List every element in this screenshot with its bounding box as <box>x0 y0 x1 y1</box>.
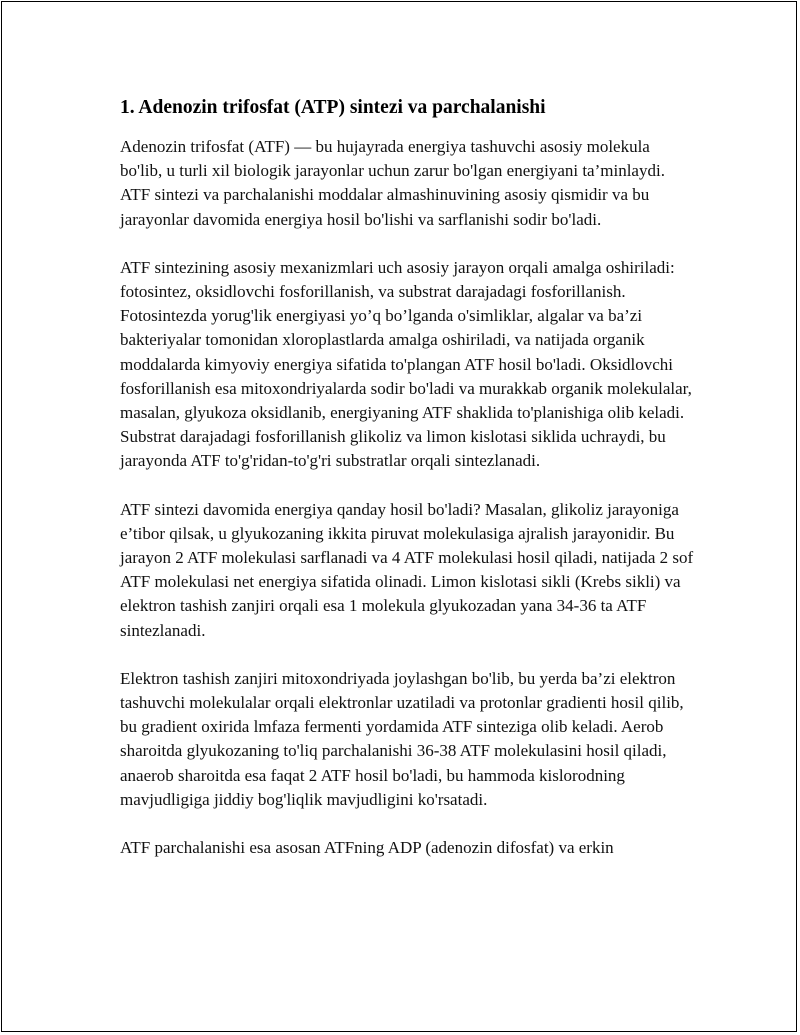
paragraph-atf-breakdown: ATF parchalanishi esa asosan ATFning ADP (adenozin difosfat) va erkin <box>120 838 614 858</box>
paragraph-atf-definition: Adenozin trifosfat (ATF) — bu hujayrada energiya tashuvchi asosiy molekula bo'lib, u turli xil biologik jarayonlar uchun zarur bo'lgan energiyani ta’minlaydi. ATF sintezi va parchalanishi moddalar almashinuvining asosiy qismidir va bu jarayonlar davomida energiya hosil bo'lishi va sarflanishi sodir bo'ladi. <box>120 137 665 229</box>
document-title: 1. Adenozin trifosfat (ATP) sintezi va parchalanishi <box>120 97 546 118</box>
paragraph-glycolysis-energy: ATF sintezi davomida energiya qanday hosil bo'ladi? Masalan, glikoliz jarayoniga e’tibor qilsak, u glyukozaning ikkita piruvat molekulasiga ajralish jarayonidir. Bu jarayon 2 ATF molekulasi sarflanadi va 4 ATF molekulasi hosil qiladi, natijada 2 sof ATF molekulasi net energiya sifatida olinadi. Limon kislotasi sikli (Krebs sikli) va elektron tashish zanjiri orqali esa 1 molekula glyukozadan yana 34-36 ta ATF sintezlanadi. <box>120 499 694 640</box>
page-frame <box>1 1 797 1032</box>
paragraph-atf-synthesis-mechanisms: ATF sintezining asosiy mexanizmlari uch asosiy jarayon orqali amalga oshiriladi: fotosintez, oksidlovchi fosforillanish, va substrat darajadagi fosforillanish. Fotosintezda yorug'lik energiyasi yo’q bo’lganda o'simliklar, algalar va ba’zi bakteriyalar tomonidan xloroplastlarda amalga oshiriladi, va natijada organik moddalarda kimyoviy energiya sifatida to'plangan ATF hosil bo'ladi. Oksidlovchi fosforillanish esa mitoxondriyalarda sodir bo'ladi va murakkab organik molekulalar, masalan, glyukoza oksidlanib, energiyaning ATF shaklida to'planishiga olib keladi. Substrat darajadagi fosforillanish glikoliz va limon kislotasi siklida uchraydi, bu jarayonda ATF to'g'ridan-to'g'ri substratlar orqali sintezlanadi. <box>120 257 692 471</box>
paragraph-electron-transport-chain: Elektron tashish zanjiri mitoxondriyada joylashgan bo'lib, bu yerda ba’zi elektron tashuvchi molekulalar orqali elektronlar uzatiladi va protonlar gradienti hosil qilib, bu gradient oxirida lmfaza fermenti yordamida ATF sinteziga olib keladi. Aerob sharoitda glyukozaning to'liq parchalanishi 36-38 ATF molekulasini hosil qiladi, anaerob sharoitda esa faqat 2 ATF hosil bo'ladi, bu hammoda kislorodning mavjudligiga jiddiy bog'liqlik mavjudligini ko'rsatadi. <box>120 668 684 809</box>
document-body <box>120 95 695 884</box>
